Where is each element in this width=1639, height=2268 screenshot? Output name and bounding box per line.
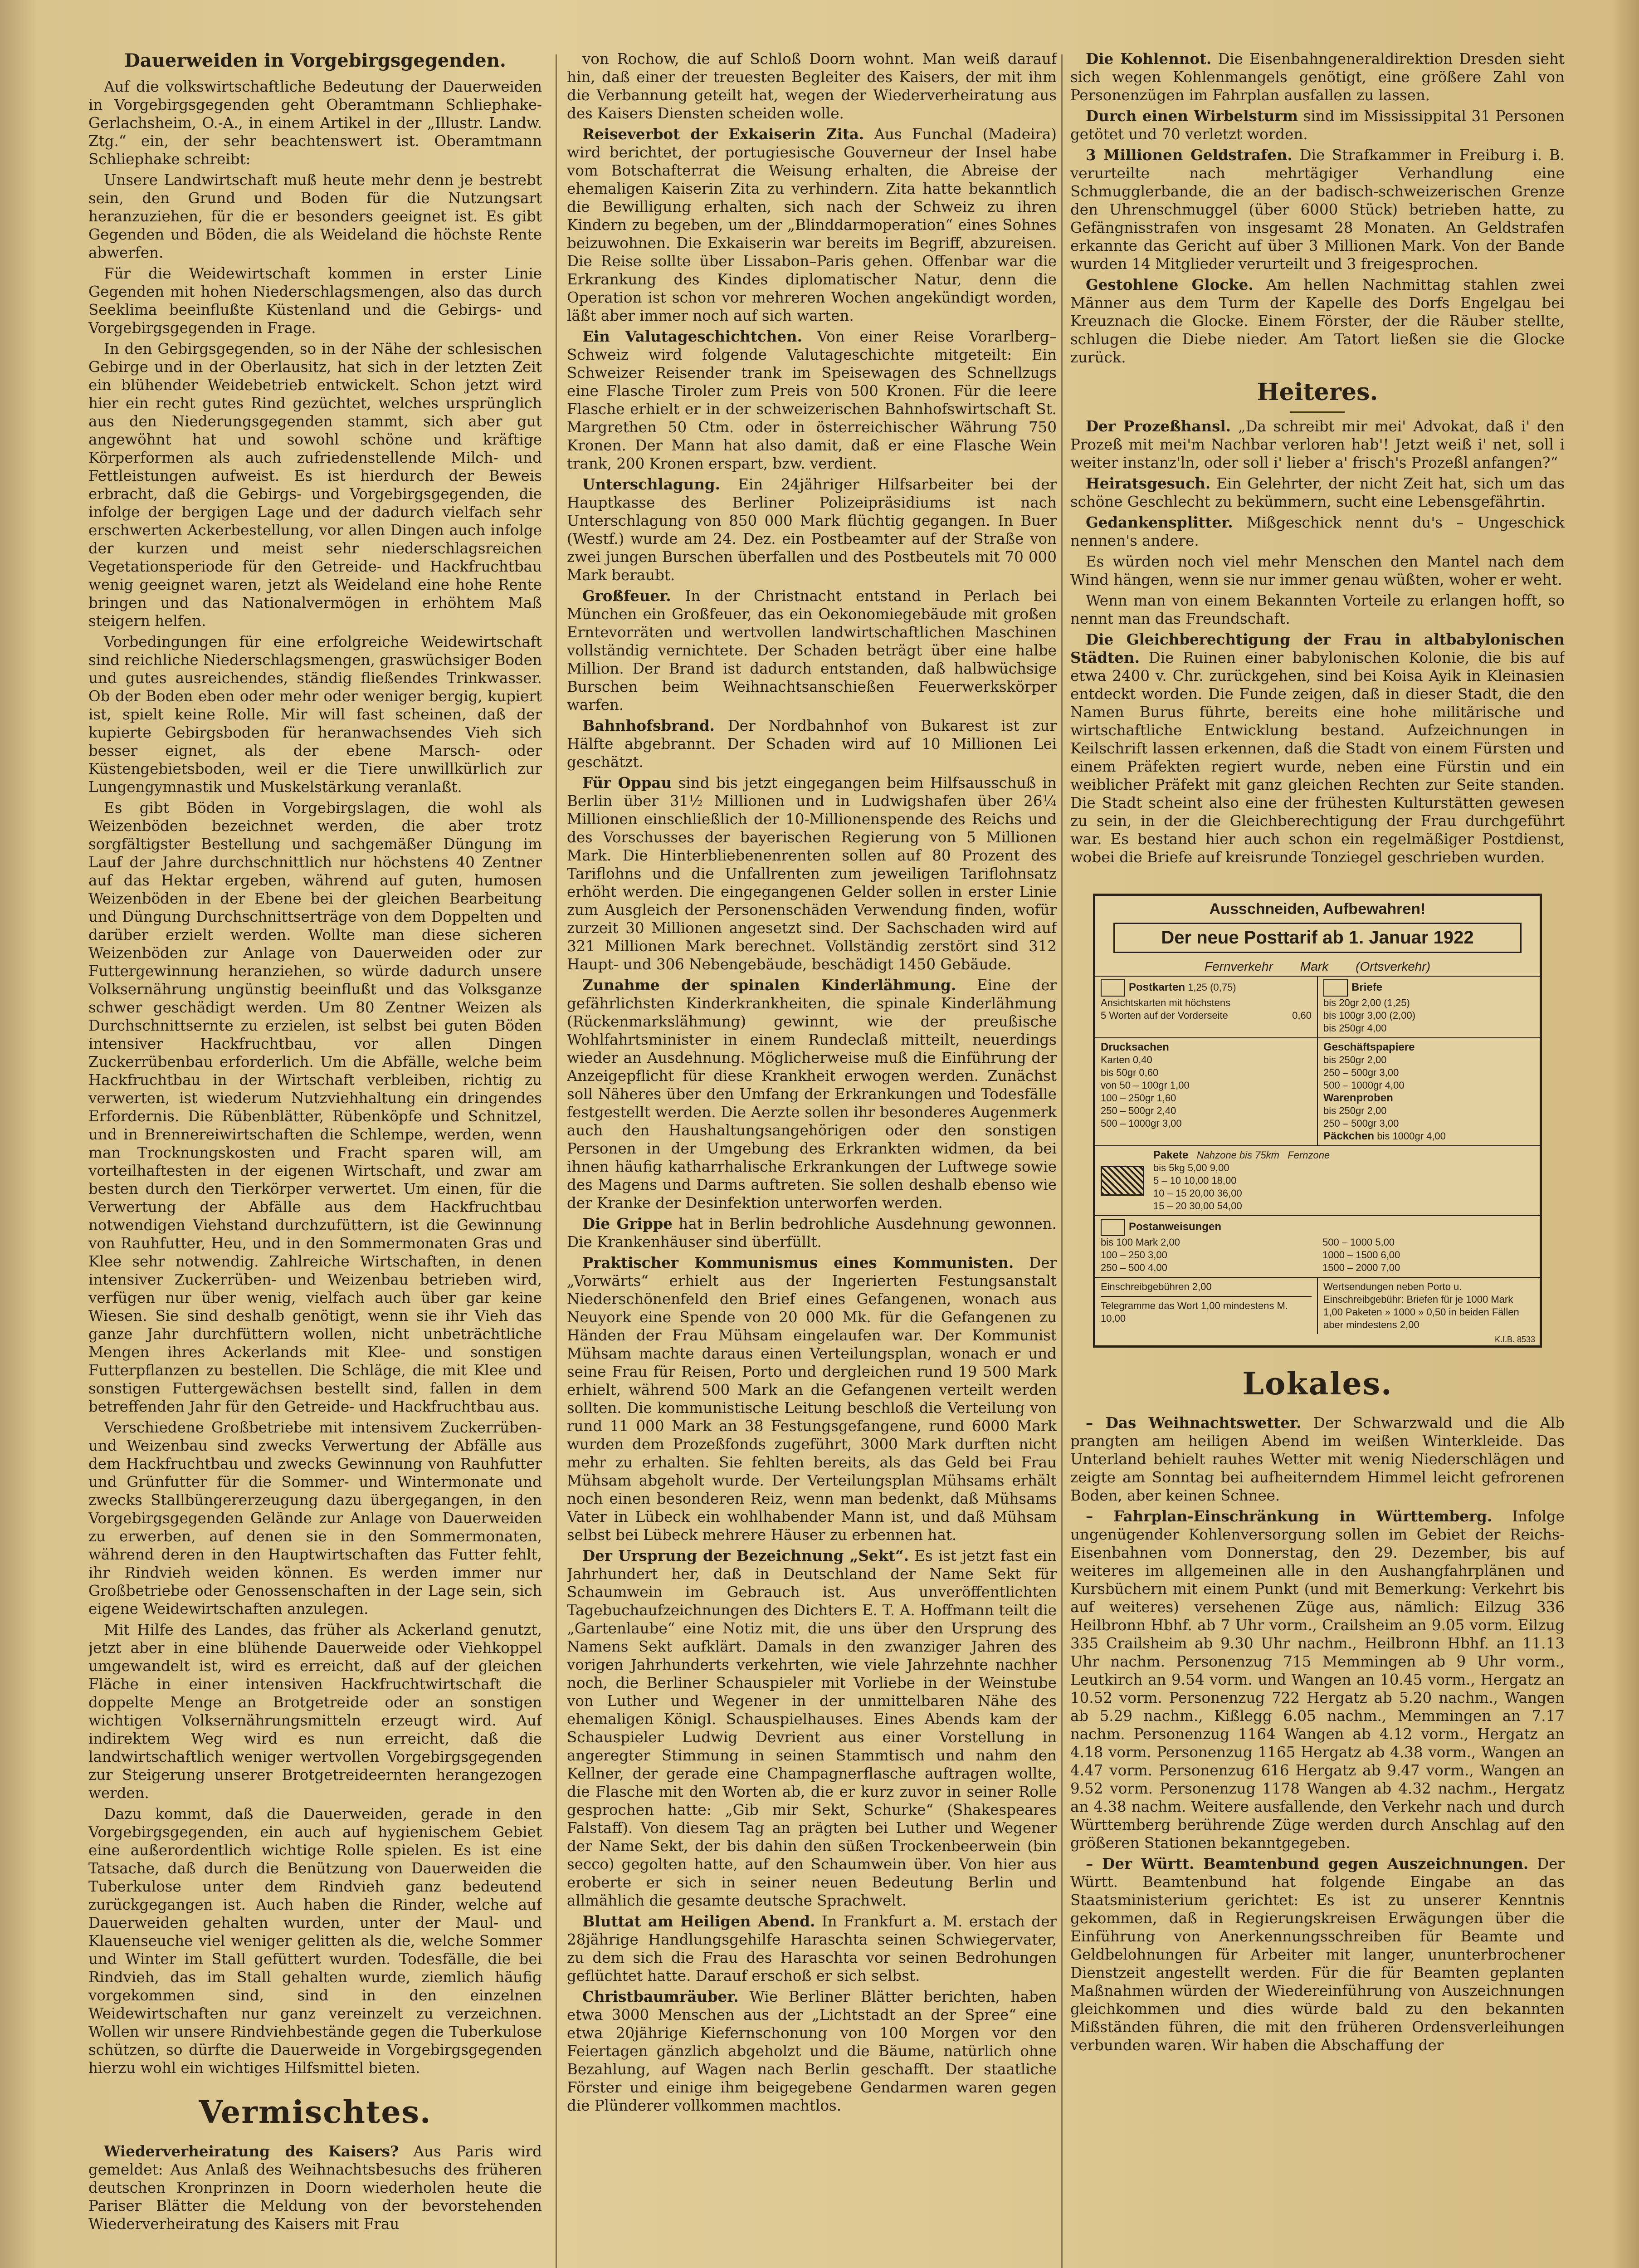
tariff-code: K.I.B. 8533 (1494, 1335, 1535, 1344)
tariff-footer (1095, 1278, 1540, 1334)
section-title: Lokales. (1242, 1366, 1393, 1402)
paragraph-text: In Frankfurt a. M. erstach der 28jährige Handlungsgehilfe Haraschta seinen Schwiegervater, zu dem sich die Frau des Haraschta vor seinen Bedrohungen geflüchtet hatte. Darauf erschoß er sich selbst. (567, 1913, 1057, 1984)
tariff-col-header: Mark (1300, 959, 1329, 973)
column-2 (567, 50, 1057, 2268)
tariff-line: bis 250gr 2,00 (1323, 1054, 1387, 1066)
paragraph: Für die Weidewirtschaft kommen in erster Linie Gegenden mit hohen Niederschlagsmengen, also das durch Seeklima beeinflußte Küstenland und die Gebirgs- und Vorgebirgsgegenden in Frage. (88, 265, 542, 337)
paragraph-lead: Reiseverbot der Exkaiserin Zita. (582, 125, 864, 143)
paragraph-text: Der Württ. Beamtenbund hat folgende Eingabe an das Staatsministerium gerichtet: Es ist zu unserer Kenntnis gekommen, daß in Regierungskreisen Erwägungen über die Einführung von Anerkennungsschreiben für Beamte und Geldbelohnungen für Arbeiter mit langer, ununterbrochener Dienstzeit angestellt werden. Für die für Beamten geplanten Maßnahmen würden der Wiedereinführung von Auszeichnungen gleichkommen und dies würde bald zu den bekannten Mißständen führen, die mit den früheren Ordensverleihungen verbunden waren. Wir haben die Abschaffung der (1070, 1855, 1565, 2054)
paragraph-text: Der Nordbahnhof von Bukarest ist zur Hälfte abgebrannt. Der Schaden wird auf 10 Millionen Lei geschätzt. (567, 717, 1057, 771)
tariff-line: 250 – 500gr 3,00 (1323, 1067, 1399, 1078)
tariff-line: 500 – 1000gr 4,00 (1323, 1080, 1405, 1091)
tariff-line: von 50 – 100gr 1,00 (1101, 1080, 1190, 1091)
paragraph (567, 1547, 1057, 1910)
paragraph-text: Die Strafkammer in Freiburg i. B. verurteilte nach mehrtägiger Verhandlung eine Schmugglerbande, die an der badisch-schweizerischen Grenze den Uhrenschmuggel (über 6000 Stück) betrieben hatte, zu Gefängnisstrafen von insgesamt 28 Monaten. An Geldstrafen erkannte das Gericht auf über 3 Millionen Mark. Von der Bande wurden 14 Mitglieder verurteilt und 3 freigesprochen. (1070, 147, 1565, 273)
tariff-title: Der neue Posttarif ab 1. Januar 1922 (1113, 923, 1522, 953)
tariff-cell (1318, 1038, 1540, 1145)
paragraph-text: Ein 24jähriger Hilfsarbeiter bei der Hauptkasse des Berliner Polizeipräsidiums ist nach Unterschlagung von 850 000 Mark flüchtig gegangen. In Buer (Westf.) wurde am 24. Dez. ein Postbeamter auf der Straße von zwei jungen Burschen überfallen und des Postbeutels mit 70 000 Mark beraubt. (567, 476, 1057, 584)
parcel-icon (1101, 1166, 1144, 1196)
tariff-item-name: Postkarten (1129, 981, 1185, 993)
paragraph-text: Wie Berliner Blätter berichten, haben etwa 3000 Menschen aus der „Lichtstadt an der Spree“ eine etwa 20jährige Kiefernschonung von 100 Morgen vor den Feiertagen gänzlich abgeholzt und die Bäume, natürlich ohne Bezahlung, auf Wagen nach Berlin geschafft. Der staatliche Förster und einige ihm beigegebene Gendarmen waren gegen die Plünderer vollkommen machtlos. (567, 1988, 1057, 2114)
paragraph-lead: Für Oppau (582, 774, 672, 792)
paragraph-text: Mißgeschick nennt du's – Ungeschick nennen's andere. (1070, 514, 1565, 549)
tariff-line: bis 100gr 3,00 (2,00) (1323, 1010, 1416, 1021)
paragraph-text: Ein Gelehrter, der nicht Zeit hat, sich um das schöne Geschlecht zu bekümmern, sucht eine Lebensgefährtin. (1070, 475, 1565, 510)
paragraph-lead: 3 Millionen Geldstrafen. (1086, 146, 1293, 164)
tariff-line: 1000 – 1500 6,00 (1322, 1249, 1400, 1261)
paragraph (1070, 1414, 1565, 1505)
paragraph-lead: Der Ursprung der Bezeichnung „Sekt“. (582, 1547, 909, 1564)
tariff-line: 250 – 500 4,00 (1101, 1262, 1167, 1273)
tariff-line: 100 – 250gr 1,60 (1101, 1092, 1176, 1104)
tariff-col-header: (Ortsverkehr) (1356, 959, 1431, 973)
paragraph: In den Gebirgsgegenden, so in der Nähe der schlesischen Gebirge und in der Oberlausitz, hat sich in der letzten Zeit ein blühender Weidebetrieb entwickelt. Schon jetzt wird hier ein recht gutes Rind gezüchtet, welches ursprünglich aus den Niederungsgegenden stammt, sich aber gut angewöhnt hat und sowohl schöne und kräftige Körperformen als auch zufriedenstellende Milch- und Fettleistungen aufweist. Es ist hierdurch der Beweis erbracht, daß die Gebirgs- und Vorgebirgsgegenden, die infolge der bergigen Lage und der dadurch vielfach sehr erschwerten Ackerbestellung, vor allen Dingen auch infolge der kurzen und meist sehr niederschlagsreichen Vegetationsperiode für den Getreide- und Hackfruchtbau wenig geeignet waren, jetzt als Weideland eine hohe Rente bringen und das Nationalvermögen in erhöhtem Maß steigern helfen. (88, 340, 542, 630)
tariff-column-headers (1095, 958, 1540, 977)
paragraph (567, 125, 1057, 325)
tariff-item-name: Geschäftspapiere (1323, 1041, 1415, 1053)
tariff-col-header: Fernverkehr (1204, 959, 1273, 973)
paragraph: Vorbedingungen für eine erfolgreiche Weidewirtschaft sind reichliche Niederschlagsmengen, graswüchsiger Boden und gutes ausreichendes, ständig fließendes Trinkwasser. Ob der Boden eben oder mehr oder weniger bergig, kupiert ist, spielt keine Rolle. Mir will fast scheinen, daß der kupierte Gebirgsboden für heranwachsendes Vieh sich besser eignet, als der ebene Marsch- oder Küstengebietsboden, weil er die Tiere unwillkürlich zur Lungengymnastik und Muskelstärkung veranlaßt. (88, 633, 542, 796)
paragraph-text: In der Christnacht entstand in Perlach bei München ein Großfeuer, das ein Oekonomiegebäude mit großen Erntevorräten und wertvollen landwirtschaftlichen Maschinen vollständig vernichtete. Der Schaden beträgt über eine halbe Million. Der Brand ist dadurch entstanden, daß halbwüchsige Burschen beim Weihnachtsanschießen Feuerwerkskörper warfen. (567, 587, 1057, 714)
paragraph (567, 327, 1057, 473)
column-1 (88, 50, 542, 2268)
paragraph-text: „Da schreibt mir mei' Advokat, daß i' den Prozeß mit mei'm Nachbar verloren hab'! Jetzt weiß i' net, soll i weiter instanz'ln, oder soll i' lieber a' frisch's Prozeßl anfangen?“ (1070, 418, 1565, 471)
paragraph-text: Es ist jetzt fast ein Jahrhundert her, daß in Deutschland der Name Sekt für Schaumwein im Gebrauch ist. Aus unveröffentlichten Tagebuchaufzeichnungen des Dichters E. T. A. Hoffmann teilt die „Gartenlaube“ eine Notiz mit, die uns über den Ursprung des Namens Sekt aufklärt. Damals in den zwanziger Jahren des vorigen Jahrhunderts verkehrten, wie viele Jahrzehnte nachher noch, die Berliner Schauspieler mit Vorliebe in der Weinstube von Luther und Wegener in der unmittelbaren Nähe des ehemaligen Königl. Schauspielhauses. Eines Abends kam der Schauspieler Ludwig Devrient aus einer Vorstellung in angeregter Stimmung in seinen Stammtisch und nahm den Kellner, der gerade eine Champagnerflasche auftragen wollte, die Flasche mit den Worten ab, die er kurz zuvor in seiner Rolle gesprochen hatte: „Gib mir Sekt, Schurke“ (Shakespeares Falstaff). Von diesem Tag an prägten bei Luther und Wegener der Name Sekt, der bis dahin den süßen Trockenbeerwein (bin secco) gegolten hatte, auf den Schaumwein über. Von hier aus eroberte er sich in seiner neuen Bedeutung Berlin und allmählich die gesamte deutsche Sprachwelt. (567, 1547, 1057, 1909)
tariff-item-name: Pakete (1153, 1149, 1189, 1161)
tariff-row (1095, 1038, 1540, 1146)
paragraph-lead: Gedankensplitter. (1086, 513, 1233, 531)
paragraph: Auf die volkswirtschaftliche Bedeutung der Dauerweiden in Vorgebirgsgegenden geht Oberamtmann Schliephake-Gerlachsheim, O.-A., in einem Artikel in der „Illustr. Landw. Ztg.“ ein, der sehr beachtenswert ist. Oberamtmann Schliephake schreibt: (88, 78, 542, 168)
tariff-line: bis 250gr 2,00 (1323, 1105, 1387, 1116)
paragraph (567, 774, 1057, 973)
paragraph (567, 475, 1057, 584)
page-edge-left (0, 0, 36, 2268)
paragraph-text: Die Ruinen einer babylonischen Kolonie, die bis auf etwa 2400 v. Chr. zurückgehen, sind bei Koisa Ayik in Kleinasien entdeckt worden. Die Funde zeigen, daß in dieser Stadt, die den Namen Burus führte, bereits eine hohe militärische und wirtschaftliche Entwicklung bestand. Aufzeichnungen in Keilschrift lassen erkennen, daß die Stadt von einem Fürsten und einem Präfekten regiert wurde, neben eine Fürstin und ein weiblicher Präfekt mit ganz gleichen Rechten zur Seite standen. Die Stadt scheint also eine der frühesten Kulturstätten gewesen zu sein, in der die Gleichberechtigung der Frau durchgeführt war. Es bestand hier auch schon ein regelmäßiger Postdienst, wobei die Briefe auf kreisrunde Tonziegel geschrieben wurden. (1070, 649, 1565, 866)
tariff-item-name: Postanweisungen (1129, 1220, 1222, 1233)
paragraph (88, 2142, 542, 2233)
paragraph (1070, 591, 1565, 628)
paragraph (567, 587, 1057, 714)
paragraph (567, 1988, 1057, 2115)
paragraph-lead: Gestohlene Glocke. (1086, 276, 1254, 293)
paragraph-text: hat in Berlin bedrohliche Ausdehnung gewonnen. Die Krankenhäuser sind überfüllt. (567, 1215, 1057, 1251)
paragraph-text: Es würden noch viel mehr Menschen den Mantel nach dem Wind hängen, wenn sie nur immer genau wüßten, woher er weht. (1070, 553, 1565, 588)
tariff-line: 500 – 1000gr 3,00 (1101, 1118, 1182, 1129)
tariff-row (1095, 977, 1540, 1038)
paragraph-text: Infolge ungenügender Kohlenversorgung sollen im Gebiet der Reichs-Eisenbahnen vom Donnerstag, den 29. Dezember, bis auf weiteres im allgemeinen alle in den Aushangfahrplänen und Kursbüchern mit einem Punkt (und mit Bemerkung: Verkehrt bis auf weiteres) versehenen Züge aus, nämlich: Eilzug 336 Heilbronn Hbhf. ab 7 Uhr vorm., Crailsheim an 9.05 vorm. Eilzug 335 Crailsheim ab 9.30 Uhr nachm., Heilbronn Hbhf. an 11.13 Uhr nachm. Personenzug 715 Memmingen ab 9 Uhr vorm., Leutkirch an 9.54 vorm. und Wangen an 10.45 vorm., Hergatz an 10.52 vorm. Personenzug 722 Hergatz ab 5.20 nachm., Wangen ab 5.29 nachm., Kißlegg 6.05 nachm., Memmingen an 7.17 nachm. Personenzug 1164 Wangen ab 4.12 vorm., Hergatz an 4.18 vorm. Personenzug 1165 Hergatz ab 4.38 vorm., Wangen an 4.47 vorm. Personenzug 616 Hergatz ab 9.47 vorm., Wangen an 9.52 vorm. Personenzug 1178 Wangen ab 4.32 nachm., Hergatz an 4.38 nachm. Weitere ausfallende, den Verkehr nach und durch Württemberg berührende Züge werden durch Anschlag auf den größeren Stationen bekanntgegeben. (1070, 1508, 1565, 1852)
article-title: Dauerweiden in Vorgebirgsgegenden. (124, 50, 506, 71)
tariff-line: Karten 0,40 (1101, 1054, 1152, 1066)
paragraph: Verschiedene Großbetriebe mit intensivem Zuckerrüben- und Weizenbau sind zwecks Verwertung der Abfälle aus dem Hackfruchtbau und zwecks Gewinnung von Rauhfutter und Grünfutter für die Sommer- und Wintermonate und zwecks Stallbüngererzeugung dazu übergegangen, in den Vorgebirgsgegenden Gelände zur Anlage von Dauerweiden zu erwerben, auf denen sie in den Sommermonaten, während deren in den Hauptwirtschaften das Futter fehlt, ihr Rindvieh weiden können. Es werden immer nur Großbetriebe oder Genossenschaften in der Lage sein, sich eigene Weidewirtschaften anzulegen. (88, 1419, 542, 1618)
section-title: Vermischtes. (199, 2094, 432, 2131)
tariff-line: 10 – 15 20,00 36,00 (1153, 1188, 1242, 1199)
paragraph-text: Eine der gefährlichsten Kinderkrankheiten, die spinale Kinderlähmung (Rückenmarkslähmung) gewinnt, wie der preußische Wohlfahrtsminister in einem Rundeclaß mitteilt, neuerdings wieder an Ausdehnung. Möglicherweise muß die Einführung der Anzeigepflicht für diese Krankheit erwogen werden. Zunächst soll Näheres über den Umfang der Erkrankungen und Todesfälle festgestellt werden. Die Aerzte sollen ihr besonderes Augenmerk auch den Haushaltungsangehörigen oder den sonstigen Personen in der Umgebung des Erkrankten widmen, da bei ihnen häufig katharrhalische Erkrankungen der Luftwege sowie des Magens und Darms auftreten. Sie sollen deshalb ebenso wie der Kranke der Desinfektion unterworfen werden. (567, 977, 1057, 1212)
paragraph: Dazu kommt, daß die Dauerweiden, gerade in den Vorgebirgsgegenden, ein auch auf hygienischem Gebiet eine außerordentlich wichtige Rolle spielen. Es ist eine Tatsache, daß durch die Benützung von Dauerweiden die Tuberkulose unter dem Rindvieh ganz bedeutend zurückgegangen ist. Auch haben die Rinder, welche auf Dauerweiden gehalten wurden, unter der Maul- und Klauenseuche viel weniger gelitten als die, welche Sommer und Winter im Stall gefüttert wurden. Todesfälle, die bei Rindvieh, das im Stall gehalten wurde, ziemlich häufig vorgekommen sind, sind in den einzelnen Weidewirtschaften nur ganz vereinzelt zu verzeichnen. Wollen wir unsere Rindviehbestände gegen die Tuberkulose schützen, so dürfte die Dauerweide in Vorgebirgsgegenden hierzu wohl ein wichtiges Hilfsmittel bieten. (88, 1805, 542, 2077)
tariff-note: 5 Worten auf der Vorderseite (1101, 1010, 1228, 1021)
tariff-line: 1500 – 2000 7,00 (1322, 1262, 1400, 1273)
tariff-line: bis 20gr 2,00 (1,25) (1323, 997, 1410, 1008)
paragraph (1070, 631, 1565, 866)
tariff-line: bis 5kg 5,00 9,00 (1153, 1162, 1229, 1173)
section-title: Heiteres. (1257, 378, 1378, 406)
paragraph-lead: Praktischer Kommunismus eines Kommunisten. (582, 1254, 1014, 1271)
tariff-row (1095, 1146, 1540, 1216)
money-order-icon (1101, 1219, 1125, 1236)
tariff-value: 0,60 (1292, 1010, 1312, 1021)
paragraph-text: Die Eisenbahngeneraldirektion Dresden sieht sich wegen Kohlenmangels genötigt, eine größere Zahl von Personenzügen im Fahrplan ausfallen zu lassen. (1070, 50, 1565, 104)
tariff-cell (1318, 977, 1540, 1037)
paragraph-lead: Unterschlagung. (582, 475, 720, 493)
paragraph (1070, 552, 1565, 589)
tariff-line: 100 – 250 3,00 (1101, 1249, 1167, 1261)
paragraph: Unsere Landwirtschaft muß heute mehr denn je bestrebt sein, den Grund und Boden für die Nutzungsart heranzuziehen, für die er besonders geeignet ist. Es gibt Gegenden und Böden, die als Weideland die höchste Rente abwerfen. (88, 171, 542, 261)
tariff-subheader: Nahzone bis 75km (1196, 1149, 1279, 1161)
paragraph-lead: Christbaumräuber. (582, 1988, 739, 2005)
tariff-item-name: Päckchen (1323, 1130, 1375, 1142)
page-edge-right (1612, 0, 1639, 2268)
paragraph (1070, 474, 1565, 511)
paragraph (1070, 1507, 1565, 1852)
paragraph: Mit Hilfe des Landes, das früher als Ackerland genutzt, jetzt aber in eine blühende Dauerweide oder Viehkoppel umgewandelt ist, wird es erreicht, daß auf der gleichen Fläche in einer intensiven Hackfruchtwirtschaft die doppelte Menge an Brotgetreide oder an sonstigen wichtigen Volksernährungsmitteln erzeugt wird. Auf indirektem Weg wird es nun erreicht, daß die landwirtschaftlich weniger wertvollen Vorgebirgsgegenden zur Steigerung unserer Brotgetreideernten herangezogen werden. (88, 1621, 542, 1802)
postal-tariff-box (1093, 894, 1542, 1348)
tariff-line: 500 – 1000 5,00 (1322, 1237, 1395, 1248)
paragraph-lead: Bluttat am Heiligen Abend. (582, 1912, 815, 1930)
paragraph-lead: Großfeuer. (582, 587, 671, 605)
humor-items (1070, 417, 1565, 866)
tariff-cell (1095, 977, 1318, 1037)
paragraph (567, 717, 1057, 771)
paragraph-lead: Die Gleichberechtigung der Frau in altbabylonischen Städten. (1070, 631, 1565, 666)
paragraph (567, 1254, 1057, 1544)
paragraph (1070, 50, 1565, 104)
tariff-row (1095, 1216, 1540, 1278)
paragraph-text: sind im Mississippital 31 Personen getötet und 70 verletzt worden. (1070, 108, 1565, 143)
paragraph-text: sind bis jetzt eingegangen beim Hilfsausschuß in Berlin über 31½ Millionen und in Ludwigshafen über 26¼ Millionen einschließlich der 10-Millionenspende des Reichs und des Vorschusses der bayerischen Regierung von 5 Millionen Mark. Die Hinterbliebenenrenten sollen auf 80 Prozent des Tariflohns und die Unfallrenten zum jeweiligen Tariflohnsatz erhöht werden. Die eingegangenen Gelder sollen in erster Linie zum Ausgleich der Personenschäden Verwendung finden, wofür zurzeit 30 Millionen angesetzt sind. Der Sachschaden wird auf 321 Millionen Mark berechnet. Vollständig zerstört sind 312 Haupt- und 306 Nebengebäude, beschädigt 1450 Gebäude. (567, 774, 1057, 973)
tariff-line: 250 – 500gr 2,40 (1101, 1105, 1176, 1116)
local-news-items (1070, 1414, 1565, 2054)
paragraph (1070, 513, 1565, 550)
paragraph (1070, 417, 1565, 472)
paragraph-text: Der „Vorwärts“ erhielt aus der Ingerierten Festungsanstalt Niederschönenfeld den Brief eines Gefangenen, wonach aus Neuyork eine Spende von 20 000 Mk. für die Gefangenen zu Händen der Frau Mühsam eingelaufen war. Der Kommunist Mühsam machte daraus einen Verteilungsplan, wonach er und seine Frau für Reisen, Porto und dergleichen rund 19 500 Mark erhielt, während 500 Mark an die Gefangenen verteilt werden sollten. Die kommunistische Leitung beschloß die Verteilung von rund 11 000 Mark an 38 Festungsgefangene, rund 6000 Mark wurden dem Prozeßfonds zugeführt, 3000 Mark durften nicht mehr zu erhalten. Sie fehlten bereits, als das Geld bei Frau Mühsam abgeholt wurde. Der Verteilungsplan Mühsams erhält noch einen besonderen Reiz, wenn man bedenkt, daß Mühsams Vater in Lübeck ein wohlhabender Mann ist, und daß Mühsam selbst bei Lübeck mehrere Häuser zu erbennen hat. (567, 1254, 1057, 1544)
tariff-cell (1095, 1038, 1318, 1145)
paragraph-lead: – Das Weihnachtswetter. (1086, 1414, 1302, 1432)
paragraph-lead: – Der Württ. Beamtenbund gegen Auszeichnungen. (1086, 1855, 1529, 1872)
paragraph (1070, 107, 1565, 143)
paragraph-lead: – Fahrplan-Einschränkung in Württemberg. (1086, 1507, 1493, 1525)
tariff-cell (1095, 1146, 1540, 1215)
paragraph (567, 50, 1057, 122)
paragraph-lead: Wiederverheiratung des Kaisers? (104, 2142, 399, 2160)
paragraph-lead: Bahnhofsbrand. (582, 717, 715, 734)
paragraph (1070, 1855, 1565, 2054)
tariff-line: bis 250gr 4,00 (1323, 1022, 1387, 1034)
tariff-line: Wertsendungen neben Porto u. Einschreibgebühr: Briefen für je 1000 Mark 1,00 Paketen » 1000 » 0,50 in beiden Fällen aber mindestens 2,00 (1323, 1281, 1519, 1330)
tariff-cell (1095, 1216, 1540, 1277)
paragraph-lead: Die Kohlennot. (1086, 50, 1212, 68)
paragraph-text: Wenn man von einem Bekannten Vorteile zu erlangen hofft, so nennt man das Freundschaft. (1070, 592, 1565, 627)
tariff-cell (1095, 1278, 1318, 1334)
tariff-line: bis 1000gr 4,00 (1377, 1130, 1446, 1142)
tariff-line: Telegramme das Wort 1,00 mindestens M. 10,00 (1101, 1300, 1288, 1324)
column-3 (1070, 50, 1565, 2268)
tariff-item-name: Drucksachen (1101, 1041, 1169, 1053)
column-rule (1061, 54, 1063, 2268)
divider (1290, 411, 1345, 413)
paragraph-lead: Zunahme der spinalen Kinderlähmung. (582, 976, 956, 994)
paragraph-text: Am hellen Nachmittag stahlen zwei Männer aus dem Turm der Kapelle des Dorfs Engelgau bei Kreuznach die Glocke. Einem Förster, der die Räuber stellte, schlugen die Diebe nieder. Am Tatort ließen sie die Glocke zurück. (1070, 276, 1565, 366)
news-items (1070, 50, 1565, 367)
tariff-item-name: Warenproben (1323, 1092, 1393, 1104)
paragraph-text: von Rochow, die auf Schloß Doorn wohnt. Man weiß darauf hin, daß einer der treuesten Begleiter des Kaisers, der mit ihm die Verbannung geteilt hat, wegen der Wiederverheiratung aus des Kaisers Diensten scheiden wolle. (567, 50, 1057, 122)
tariff-line: bis 100 Mark 2,00 (1101, 1237, 1180, 1248)
column-rule (556, 54, 557, 2268)
paragraph: Es gibt Böden in Vorgebirgslagen, die wohl als Weizenböden bezeichnet werden, die aber trotz sorgfältigster Bestellung und sachgemäßer Düngung im Lauf der Jahre durchschnittlich nur höchstens 40 Zentner auf das Hektar ergeben, während auf guten, humosen Weizenböden in der Ebene bei der gleichen Bearbeitung und Düngung Durchschnittserträge von dem Doppelten und darüber erzielt werden. Wollte man diese sicheren Weizenböden zur Anlage von Dauerweiden oder zur Futtergewinnung heranziehen, so würde dadurch unsere Volksernährung ungünstig beeinflußt und das Volksganze schwer geschädigt werden. Um 80 Zentner Weizen als Durchschnittsernte zu erzielen, ist selbst bei guten Böden intensiver Hackfruchtbau, vor allen Dingen Zuckerrübenbau erforderlich. Um die Abfälle, welche beim Hackfruchtbau in der Wirtschaft verbleiben, richtig zu verwerten, ist wiederum Nutzviehhaltung ein dringendes Erfordernis. Die Rübenblätter, Rübenköpfe und Schnitzel, und in Brennereiwirtschaften die Schlempe, werden, wenn man Trocknungskosten und Fracht sparen will, am vorteilhaftesten in der eigenen Wirtschaft, und zwar am besten durch den Tierkörper verwertet. Um einen, für die Verwertung der Abfälle aus dem Hackfruchtbau notwendigen Viehstand durchzufüttern, ist die Gewinnung von Rauhfutter, Heu, und in den Sommermonaten Gras und Klee sehr notwendig. Zahlreiche Wirtschaften, in denen intensiver Zuckerrüben- und Weizenbau betrieben wird, verfügen nur über wenig, vielfach auch über gar keine Wiesen. Sie sind deshalb genötigt, wenn sie ihr Vieh das ganze Jahr durchfüttern wollen, nicht unbeträchtliche Mengen ihres Ackerlands mit Klee- und sonstigen Futterpflanzen zu bestellen. Die Schläge, die mit Klee und sonstigen Futtergewächsen bestellt sind, fallen in dem betreffenden Jahr für den Getreide- und Hackfruchtbau aus. (88, 799, 542, 1415)
tariff-line: Einschreibgebühren 2,00 (1101, 1281, 1312, 1297)
paragraph-text: Aus Paris wird gemeldet: Aus Anlaß des Weihnachtsbesuchs des früheren deutschen Kronprinzen in Doorn wiederholen heute die Pariser Blätter die Meldung von der bevorstehenden Wiederverheiratung des Kaisers mit Frau (88, 2143, 542, 2233)
tariff-note: Ansichtskarten mit höchstens (1101, 997, 1231, 1008)
tariff-item-name: Briefe (1351, 981, 1383, 993)
paragraph (1070, 146, 1565, 273)
tariff-subheader: Fernzone (1288, 1149, 1330, 1161)
tariff-line: 250 – 500gr 3,00 (1323, 1118, 1399, 1129)
tariff-value: 1,25 (0,75) (1188, 981, 1236, 993)
tariff-line: 5 – 10 10,00 18,00 (1153, 1175, 1237, 1186)
paragraph-lead: Durch einen Wirbelsturm (1086, 107, 1298, 125)
paragraph-lead: Heiratsgesuch. (1086, 474, 1211, 492)
tariff-headline: Ausschneiden, Aufbewahren! (1209, 900, 1426, 918)
paragraph-lead: Ein Valutageschichtchen. (582, 327, 802, 345)
paragraph (567, 1215, 1057, 1251)
tariff-line: 15 – 20 30,00 54,00 (1153, 1200, 1242, 1212)
paragraph-lead: Die Grippe (582, 1215, 673, 1232)
paragraph (1070, 276, 1565, 367)
paragraph (567, 1912, 1057, 1985)
paragraph-text: Der Schwarzwald und die Alb prangten am heiligen Abend im weißen Winterkleide. Das Unterland behielt rauhes Wetter mit wenig Niederschlägen und zeigte am Sonntag bei aufheiterndem Himmel leicht gefrorenen Boden, aber keinen Schnee. (1070, 1414, 1565, 1504)
letter-icon (1323, 979, 1348, 997)
postcard-icon (1101, 979, 1125, 997)
paragraph-text: Aus Funchal (Madeira) wird berichtet, der portugiesische Gouverneur der Insel habe vom Botschafterrat die Weisung erhalten, die Abreise der ehemaligen Kaiserin Zita zu verhindern. Zita hatte bekanntlich die Bewilligung erhalten, sich nach der Schweiz zu ihren Kindern zu begeben, um der „Blinddarmoperation“ eines Sohnes beizuwohnen. Die Exkaiserin war bereits im Begriff, abzureisen. Die Reise sollte über Lissabon–Paris gehen. Offenbar war die Erkrankung des Kindes diplomatischer Natur, denn die Operation ist schon vor mehreren Wochen angekündigt worden, läßt aber immer noch auf sich warten. (567, 126, 1057, 324)
paragraph-text: Von einer Reise Vorarlberg–Schweiz wird folgende Valutageschichte mitgeteilt: Ein Schweizer Reisender trank im Speisewagen des Schnellzugs eine Flasche Tiroler zum Preis von 500 Kronen. Für die leere Flasche erhielt er in der schweizerischen Bahnhofswirtschaft St. Margrethen 50 Ctm. oder in österreichischer Währung 750 Kronen. Der Mann hat also damit, daß er eine Flasche Wein trank, 200 Kronen erspart, bzw. verdient. (567, 328, 1057, 472)
tariff-cell (1318, 1278, 1540, 1334)
tariff-line: bis 50gr 0,60 (1101, 1067, 1159, 1078)
paragraph-lead: Der Prozeßhansl. (1086, 417, 1231, 435)
paragraph (567, 976, 1057, 1212)
